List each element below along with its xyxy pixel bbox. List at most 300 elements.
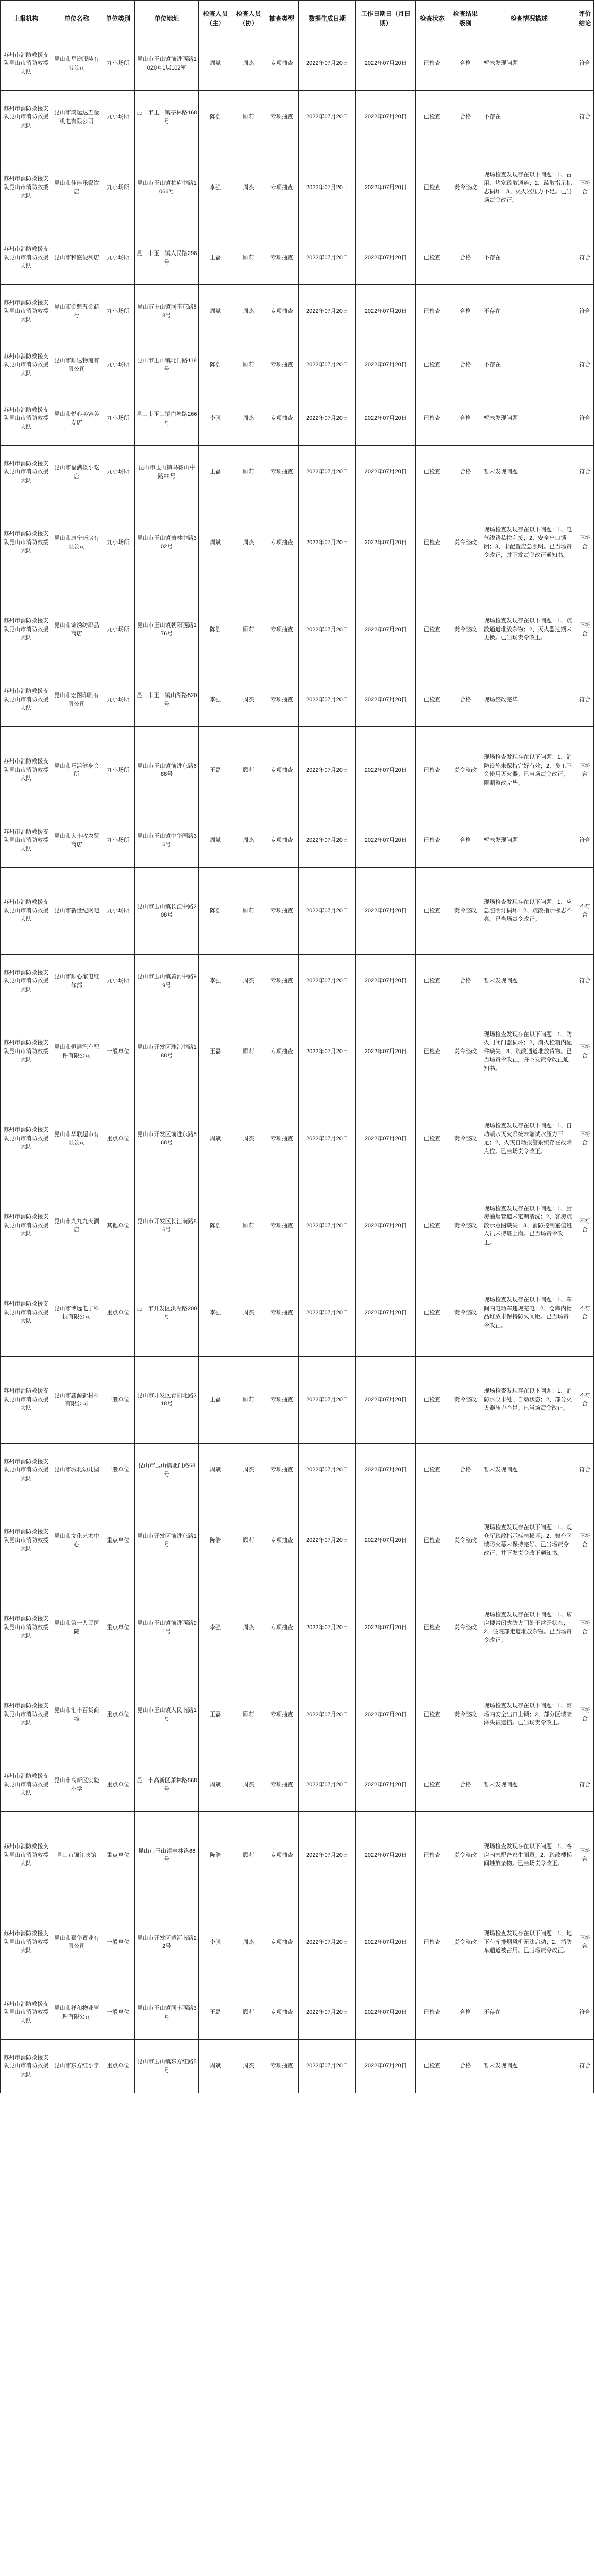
check-status-cell: 已检查 xyxy=(416,1182,449,1269)
unit-address-cell: 昆山市玉山镇人民路298号 xyxy=(134,231,199,285)
conclusion-cell: 不符合 xyxy=(576,1008,593,1095)
inspector-assist-cell: 周杰 xyxy=(232,1269,265,1357)
result-level-cell: 合格 xyxy=(449,1758,482,1812)
work-date-cell: 2022年07月20日 xyxy=(356,1269,416,1357)
inspector-main-cell: 周斌 xyxy=(199,1444,232,1497)
unit-name-cell: 昆山市锦绣纺织品商店 xyxy=(52,586,101,673)
check-type-cell: 专项抽查 xyxy=(265,1095,298,1182)
work-date-cell: 2022年07月20日 xyxy=(356,91,416,144)
header-cell: 检查状态 xyxy=(416,1,449,37)
inspector-main-cell: 王磊 xyxy=(199,1671,232,1758)
check-status-cell: 已检查 xyxy=(416,1986,449,2040)
conclusion-cell: 不符合 xyxy=(576,727,593,814)
reporting-org-cell: 苏州市消防救援支队昆山市消防救援大队 xyxy=(1,37,52,91)
inspector-main-cell: 王磊 xyxy=(199,1357,232,1444)
generated-date-cell: 2022年07月20日 xyxy=(298,1671,356,1758)
reporting-org-cell: 苏州市消防救援支队昆山市消防救援大队 xyxy=(1,338,52,392)
reporting-org-cell: 苏州市消防救援支队昆山市消防救援大队 xyxy=(1,499,52,586)
reporting-org-cell: 苏州市消防救援支队昆山市消防救援大队 xyxy=(1,1269,52,1357)
inspector-assist-cell: 顾莉 xyxy=(232,1812,265,1899)
table-row xyxy=(1,499,594,586)
conclusion-cell: 符合 xyxy=(576,231,593,285)
check-description-cell: 不存在 xyxy=(482,231,576,285)
conclusion-cell: 不符合 xyxy=(576,1095,593,1182)
generated-date-cell: 2022年07月20日 xyxy=(298,727,356,814)
unit-name-cell: 昆山市悦心美容美发店 xyxy=(52,392,101,446)
table-row xyxy=(1,91,594,144)
generated-date-cell: 2022年07月20日 xyxy=(298,338,356,392)
result-level-cell: 责令整改 xyxy=(449,499,482,586)
table-row xyxy=(1,2040,594,2093)
unit-address-cell: 昆山市玉山镇前进东路688号 xyxy=(134,727,199,814)
generated-date-cell: 2022年07月20日 xyxy=(298,955,356,1008)
work-date-cell: 2022年07月20日 xyxy=(356,2040,416,2093)
header-cell: 单位名称 xyxy=(52,1,101,37)
check-description-cell: 现场检查发现存在以下问题：1、病房楼常闭式防火门处于常开状态；2、住院部走道堆放杂物。已当场责令改正。 xyxy=(482,1584,576,1671)
work-date-cell: 2022年07月20日 xyxy=(356,338,416,392)
unit-type-cell: 重点单位 xyxy=(101,1671,134,1758)
table-row xyxy=(1,727,594,814)
inspector-main-cell: 周斌 xyxy=(199,814,232,868)
unit-name-cell: 昆山市锦江宾馆 xyxy=(52,1812,101,1899)
table-row xyxy=(1,1444,594,1497)
reporting-org-cell: 苏州市消防救援支队昆山市消防救援大队 xyxy=(1,673,52,727)
inspector-main-cell: 陈浩 xyxy=(199,338,232,392)
generated-date-cell: 2022年07月20日 xyxy=(298,37,356,91)
header-cell: 数据生成日期 xyxy=(298,1,356,37)
generated-date-cell: 2022年07月20日 xyxy=(298,1444,356,1497)
inspector-main-cell: 周斌 xyxy=(199,285,232,338)
unit-type-cell: 九小场所 xyxy=(101,446,134,499)
unit-name-cell: 昆山市鑫源新材料有限公司 xyxy=(52,1357,101,1444)
inspector-assist-cell: 周杰 xyxy=(232,144,265,231)
inspector-assist-cell: 周杰 xyxy=(232,1444,265,1497)
check-type-cell: 专项抽查 xyxy=(265,338,298,392)
table-row xyxy=(1,1497,594,1584)
check-type-cell: 专项抽查 xyxy=(265,499,298,586)
result-level-cell: 合格 xyxy=(449,91,482,144)
check-status-cell: 已检查 xyxy=(416,144,449,231)
table-row xyxy=(1,1812,594,1899)
reporting-org-cell: 苏州市消防救援支队昆山市消防救援大队 xyxy=(1,1899,52,1986)
generated-date-cell: 2022年07月20日 xyxy=(298,586,356,673)
unit-address-cell: 昆山市玉山镇长江中路208号 xyxy=(134,868,199,955)
check-description-cell: 现场检查发现存在以下问题：1、防火门闭门器损坏；2、消火栓箱内配件缺失；3、疏散通道堆放货物。已当场责令改正，并下发责令改正通知书。 xyxy=(482,1008,576,1095)
header-cell: 检查人员（主） xyxy=(199,1,232,37)
check-status-cell: 已检查 xyxy=(416,392,449,446)
result-level-cell: 责令整改 xyxy=(449,1182,482,1269)
check-type-cell: 专项抽查 xyxy=(265,955,298,1008)
check-type-cell: 专项抽查 xyxy=(265,673,298,727)
check-status-cell: 已检查 xyxy=(416,673,449,727)
unit-name-cell: 昆山市祥和物业管理有限公司 xyxy=(52,1986,101,2040)
table-row xyxy=(1,1758,594,1812)
inspector-main-cell: 李强 xyxy=(199,392,232,446)
generated-date-cell: 2022年07月20日 xyxy=(298,1095,356,1182)
conclusion-cell: 符合 xyxy=(576,1758,593,1812)
unit-type-cell: 重点单位 xyxy=(101,1758,134,1812)
reporting-org-cell: 苏州市消防救援支队昆山市消防救援大队 xyxy=(1,1986,52,2040)
check-type-cell: 专项抽查 xyxy=(265,1182,298,1269)
work-date-cell: 2022年07月20日 xyxy=(356,392,416,446)
generated-date-cell: 2022年07月20日 xyxy=(298,1758,356,1812)
check-description-cell: 现场检查发现存在以下问题：1、消防水泵未处于自动状态；2、部分灭火器压力不足。已当场责令改正。 xyxy=(482,1357,576,1444)
table-row xyxy=(1,446,594,499)
unit-type-cell: 一般单位 xyxy=(101,1899,134,1986)
unit-name-cell: 昆山市佳佳乐餐饮店 xyxy=(52,144,101,231)
work-date-cell: 2022年07月20日 xyxy=(356,814,416,868)
inspector-assist-cell: 顾莉 xyxy=(232,231,265,285)
inspector-assist-cell: 周杰 xyxy=(232,499,265,586)
unit-address-cell: 昆山市玉山镇北门路68号 xyxy=(134,1444,199,1497)
reporting-org-cell: 苏州市消防救援支队昆山市消防救援大队 xyxy=(1,2040,52,2093)
unit-type-cell: 重点单位 xyxy=(101,1095,134,1182)
table-row xyxy=(1,1269,594,1357)
inspector-main-cell: 陈浩 xyxy=(199,586,232,673)
work-date-cell: 2022年07月20日 xyxy=(356,868,416,955)
work-date-cell: 2022年07月20日 xyxy=(356,673,416,727)
check-description-cell: 现场检查发现存在以下问题：1、地下车库排烟风机无法启动；2、消防车通道被占用。已当场责令改正。 xyxy=(482,1899,576,1986)
result-level-cell: 责令整改 xyxy=(449,1671,482,1758)
result-level-cell: 合格 xyxy=(449,285,482,338)
check-status-cell: 已检查 xyxy=(416,1269,449,1357)
unit-name-cell: 昆山市金鼎五金商行 xyxy=(52,285,101,338)
table-row xyxy=(1,231,594,285)
inspector-main-cell: 李强 xyxy=(199,144,232,231)
inspector-assist-cell: 周杰 xyxy=(232,37,265,91)
unit-name-cell: 昆山市鸿运达五金机电有限公司 xyxy=(52,91,101,144)
work-date-cell: 2022年07月20日 xyxy=(356,1444,416,1497)
generated-date-cell: 2022年07月20日 xyxy=(298,144,356,231)
result-level-cell: 责令整改 xyxy=(449,868,482,955)
conclusion-cell: 不符合 xyxy=(576,1357,593,1444)
check-type-cell: 专项抽查 xyxy=(265,1008,298,1095)
result-level-cell: 合格 xyxy=(449,37,482,91)
unit-type-cell: 九小场所 xyxy=(101,586,134,673)
check-status-cell: 已检查 xyxy=(416,91,449,144)
table-row xyxy=(1,1584,594,1671)
header-cell: 检查结果级别 xyxy=(449,1,482,37)
unit-name-cell: 昆山市九九九大酒店 xyxy=(52,1182,101,1269)
conclusion-cell: 不符合 xyxy=(576,1899,593,1986)
unit-type-cell: 重点单位 xyxy=(101,1269,134,1357)
result-level-cell: 责令整改 xyxy=(449,1269,482,1357)
result-level-cell: 责令整改 xyxy=(449,1008,482,1095)
check-type-cell: 专项抽查 xyxy=(265,1269,298,1357)
check-status-cell: 已检查 xyxy=(416,586,449,673)
check-description-cell: 现场检查发现存在以下问题：1、应急照明灯损坏；2、疏散指示标志不亮。已当场责令改正。 xyxy=(482,868,576,955)
conclusion-cell: 不符合 xyxy=(576,868,593,955)
inspector-main-cell: 王磊 xyxy=(199,1986,232,2040)
unit-address-cell: 昆山市玉山镇东方红路5号 xyxy=(134,2040,199,2093)
unit-name-cell: 昆山市星途服装有限公司 xyxy=(52,37,101,91)
table-row xyxy=(1,285,594,338)
table-row xyxy=(1,1986,594,2040)
unit-address-cell: 昆山市玉山镇人民南路1号 xyxy=(134,1671,199,1758)
check-type-cell: 专项抽查 xyxy=(265,1812,298,1899)
unit-type-cell: 九小场所 xyxy=(101,392,134,446)
header-cell: 评价结论 xyxy=(576,1,593,37)
generated-date-cell: 2022年07月20日 xyxy=(298,1357,356,1444)
work-date-cell: 2022年07月20日 xyxy=(356,446,416,499)
table-row xyxy=(1,1671,594,1758)
result-level-cell: 合格 xyxy=(449,392,482,446)
generated-date-cell: 2022年07月20日 xyxy=(298,1812,356,1899)
work-date-cell: 2022年07月20日 xyxy=(356,1812,416,1899)
inspector-main-cell: 周斌 xyxy=(199,1758,232,1812)
work-date-cell: 2022年07月20日 xyxy=(356,1095,416,1182)
check-type-cell: 专项抽查 xyxy=(265,727,298,814)
unit-type-cell: 九小场所 xyxy=(101,814,134,868)
inspector-main-cell: 陈浩 xyxy=(199,1497,232,1584)
reporting-org-cell: 苏州市消防救援支队昆山市消防救援大队 xyxy=(1,392,52,446)
unit-address-cell: 昆山市开发区青阳北路318号 xyxy=(134,1357,199,1444)
conclusion-cell: 符合 xyxy=(576,338,593,392)
check-description-cell: 暂未发现问题 xyxy=(482,1444,576,1497)
generated-date-cell: 2022年07月20日 xyxy=(298,231,356,285)
check-description-cell: 不存在 xyxy=(482,91,576,144)
table-row xyxy=(1,673,594,727)
generated-date-cell: 2022年07月20日 xyxy=(298,499,356,586)
check-description-cell: 暂未发现问题 xyxy=(482,2040,576,2093)
unit-address-cell: 昆山市开发区长江南路86号 xyxy=(134,1182,199,1269)
reporting-org-cell: 苏州市消防救援支队昆山市消防救援大队 xyxy=(1,1182,52,1269)
conclusion-cell: 符合 xyxy=(576,37,593,91)
inspector-assist-cell: 顾莉 xyxy=(232,1008,265,1095)
unit-address-cell: 昆山市玉山镇马鞍山中路88号 xyxy=(134,446,199,499)
check-description-cell: 现场检查发现存在以下问题：1、自动喷水灭火系统末端试水压力不足；2、火灾自动报警系统存在故障点位。已当场责令改正。 xyxy=(482,1095,576,1182)
unit-name-cell: 昆山市城北幼儿园 xyxy=(52,1444,101,1497)
check-status-cell: 已检查 xyxy=(416,868,449,955)
table-row xyxy=(1,1095,594,1182)
unit-name-cell: 昆山市大丰收农贸商店 xyxy=(52,814,101,868)
work-date-cell: 2022年07月20日 xyxy=(356,1357,416,1444)
check-type-cell: 专项抽查 xyxy=(265,1986,298,2040)
inspector-main-cell: 王磊 xyxy=(199,446,232,499)
unit-name-cell: 昆山市文化艺术中心 xyxy=(52,1497,101,1584)
unit-address-cell: 昆山市玉山镇山湖路520号 xyxy=(134,673,199,727)
result-level-cell: 合格 xyxy=(449,814,482,868)
unit-type-cell: 九小场所 xyxy=(101,285,134,338)
table-row xyxy=(1,586,594,673)
generated-date-cell: 2022年07月20日 xyxy=(298,2040,356,2093)
check-description-cell: 现场检查发现存在以下问题：1、厨房油烟管道未定期清洗；2、客房疏散示意图缺失；3、消防控制室值班人员未持证上岗。已当场责令改正。 xyxy=(482,1182,576,1269)
check-type-cell: 专项抽查 xyxy=(265,91,298,144)
unit-type-cell: 九小场所 xyxy=(101,231,134,285)
inspector-main-cell: 陈浩 xyxy=(199,1182,232,1269)
check-type-cell: 专项抽查 xyxy=(265,1357,298,1444)
work-date-cell: 2022年07月20日 xyxy=(356,37,416,91)
work-date-cell: 2022年07月20日 xyxy=(356,1182,416,1269)
check-description-cell: 现场整改完毕 xyxy=(482,673,576,727)
unit-address-cell: 昆山市开发区珠江中路188号 xyxy=(134,1008,199,1095)
inspector-assist-cell: 顾莉 xyxy=(232,91,265,144)
check-type-cell: 专项抽查 xyxy=(265,1497,298,1584)
unit-type-cell: 其他单位 xyxy=(101,1182,134,1269)
inspector-assist-cell: 周杰 xyxy=(232,1758,265,1812)
check-status-cell: 已检查 xyxy=(416,1497,449,1584)
check-status-cell: 已检查 xyxy=(416,1812,449,1899)
table-row xyxy=(1,1182,594,1269)
unit-type-cell: 重点单位 xyxy=(101,1584,134,1671)
conclusion-cell: 符合 xyxy=(576,1986,593,2040)
inspector-main-cell: 陈浩 xyxy=(199,868,232,955)
check-status-cell: 已检查 xyxy=(416,1671,449,1758)
reporting-org-cell: 苏州市消防救援支队昆山市消防救援大队 xyxy=(1,231,52,285)
unit-type-cell: 一般单位 xyxy=(101,1986,134,2040)
work-date-cell: 2022年07月20日 xyxy=(356,1758,416,1812)
check-type-cell: 专项抽查 xyxy=(265,2040,298,2093)
table-row xyxy=(1,955,594,1008)
unit-address-cell: 昆山市高新区萧林路568号 xyxy=(134,1758,199,1812)
inspector-main-cell: 陈浩 xyxy=(199,91,232,144)
unit-type-cell: 一般单位 xyxy=(101,1008,134,1095)
inspector-assist-cell: 周杰 xyxy=(232,673,265,727)
inspector-assist-cell: 顾莉 xyxy=(232,446,265,499)
generated-date-cell: 2022年07月20日 xyxy=(298,868,356,955)
result-level-cell: 合格 xyxy=(449,446,482,499)
unit-type-cell: 重点单位 xyxy=(101,1497,134,1584)
check-status-cell: 已检查 xyxy=(416,1444,449,1497)
reporting-org-cell: 苏州市消防救援支队昆山市消防救援大队 xyxy=(1,285,52,338)
header-row xyxy=(1,1,594,37)
unit-address-cell: 昆山市玉山镇亭林路168号 xyxy=(134,91,199,144)
unit-name-cell: 昆山市第一人民医院 xyxy=(52,1584,101,1671)
check-description-cell: 现场检查发现存在以下问题：1、占用、堵塞疏散通道；2、疏散指示标志损坏；3、灭火器压力不足。已当场责令改正。 xyxy=(482,144,576,231)
table-row xyxy=(1,868,594,955)
unit-name-cell: 昆山市福满楼小吃店 xyxy=(52,446,101,499)
check-description-cell: 现场检查发现存在以下问题：1、电气线路私拉乱接；2、安全出口锁闭；3、未配置应急照明。已当场责令改正，并下发责令改正通知书。 xyxy=(482,499,576,586)
conclusion-cell: 符合 xyxy=(576,673,593,727)
check-description-cell: 现场检查发现存在以下问题：1、观众厅疏散指示标志损坏；2、舞台区域防火幕未保持完好。已当场责令改正，并下发责令改正通知书。 xyxy=(482,1497,576,1584)
check-type-cell: 专项抽查 xyxy=(265,446,298,499)
result-level-cell: 责令整改 xyxy=(449,1357,482,1444)
work-date-cell: 2022年07月20日 xyxy=(356,586,416,673)
unit-address-cell: 昆山市玉山镇中华园路36号 xyxy=(134,814,199,868)
work-date-cell: 2022年07月20日 xyxy=(356,499,416,586)
unit-address-cell: 昆山市玉山镇柏庐中路1066号 xyxy=(134,144,199,231)
work-date-cell: 2022年07月20日 xyxy=(356,727,416,814)
check-status-cell: 已检查 xyxy=(416,1357,449,1444)
check-type-cell: 专项抽查 xyxy=(265,1758,298,1812)
inspector-assist-cell: 顾莉 xyxy=(232,586,265,673)
header-cell: 检查情况描述 xyxy=(482,1,576,37)
conclusion-cell: 符合 xyxy=(576,446,593,499)
unit-address-cell: 昆山市玉山镇前进西路1020号1层102室 xyxy=(134,37,199,91)
inspector-assist-cell: 周杰 xyxy=(232,814,265,868)
unit-name-cell: 昆山市宏图印刷有限公司 xyxy=(52,673,101,727)
inspector-assist-cell: 周杰 xyxy=(232,1584,265,1671)
check-status-cell: 已检查 xyxy=(416,446,449,499)
result-level-cell: 合格 xyxy=(449,2040,482,2093)
inspector-main-cell: 王磊 xyxy=(199,727,232,814)
unit-address-cell: 昆山市玉山镇白塘路266号 xyxy=(134,392,199,446)
table-header xyxy=(1,1,594,37)
check-type-cell: 专项抽查 xyxy=(265,1444,298,1497)
reporting-org-cell: 苏州市消防救援支队昆山市消防救援大队 xyxy=(1,144,52,231)
reporting-org-cell: 苏州市消防救援支队昆山市消防救援大队 xyxy=(1,586,52,673)
unit-address-cell: 昆山市玉山镇同丰西路3号 xyxy=(134,1986,199,2040)
work-date-cell: 2022年07月20日 xyxy=(356,1671,416,1758)
unit-type-cell: 九小场所 xyxy=(101,144,134,231)
conclusion-cell: 不符合 xyxy=(576,1182,593,1269)
reporting-org-cell: 苏州市消防救援支队昆山市消防救援大队 xyxy=(1,1008,52,1095)
work-date-cell: 2022年07月20日 xyxy=(356,1986,416,2040)
work-date-cell: 2022年07月20日 xyxy=(356,144,416,231)
table-row xyxy=(1,1357,594,1444)
check-status-cell: 已检查 xyxy=(416,338,449,392)
result-level-cell: 合格 xyxy=(449,338,482,392)
check-description-cell: 现场检查发现存在以下问题：1、消防设施未保持完好有效；2、员工不会使用灭火器。已当场责令改正，限期整改完毕。 xyxy=(482,727,576,814)
inspector-assist-cell: 周杰 xyxy=(232,392,265,446)
unit-address-cell: 昆山市开发区黄河南路22号 xyxy=(134,1899,199,1986)
unit-name-cell: 昆山市恒通汽车配件有限公司 xyxy=(52,1008,101,1095)
result-level-cell: 责令整改 xyxy=(449,727,482,814)
conclusion-cell: 符合 xyxy=(576,1444,593,1497)
unit-type-cell: 重点单位 xyxy=(101,2040,134,2093)
inspector-main-cell: 李强 xyxy=(199,1584,232,1671)
check-description-cell: 暂未发现问题 xyxy=(482,814,576,868)
inspector-main-cell: 王磊 xyxy=(199,1008,232,1095)
unit-address-cell: 昆山市玉山镇同丰东路58号 xyxy=(134,285,199,338)
result-level-cell: 责令整改 xyxy=(449,1497,482,1584)
table-row xyxy=(1,144,594,231)
check-description-cell: 现场检查发现存在以下问题：1、疏散通道堆放杂物；2、灭火器过期未更换。已当场责令改正。 xyxy=(482,586,576,673)
unit-name-cell: 昆山市康宁药房有限公司 xyxy=(52,499,101,586)
unit-address-cell: 昆山市玉山镇黄河中路99号 xyxy=(134,955,199,1008)
result-level-cell: 合格 xyxy=(449,231,482,285)
check-description-cell: 暂未发现问题 xyxy=(482,392,576,446)
generated-date-cell: 2022年07月20日 xyxy=(298,1182,356,1269)
unit-name-cell: 昆山市和盛便利店 xyxy=(52,231,101,285)
check-status-cell: 已检查 xyxy=(416,499,449,586)
inspector-main-cell: 李强 xyxy=(199,955,232,1008)
conclusion-cell: 符合 xyxy=(576,285,593,338)
inspector-main-cell: 李强 xyxy=(199,1899,232,1986)
generated-date-cell: 2022年07月20日 xyxy=(298,1497,356,1584)
check-status-cell: 已检查 xyxy=(416,2040,449,2093)
generated-date-cell: 2022年07月20日 xyxy=(298,392,356,446)
unit-type-cell: 一般单位 xyxy=(101,1444,134,1497)
inspector-main-cell: 周斌 xyxy=(199,499,232,586)
work-date-cell: 2022年07月20日 xyxy=(356,1899,416,1986)
unit-address-cell: 昆山市玉山镇前进西路91号 xyxy=(134,1584,199,1671)
unit-address-cell: 昆山市玉山镇亭林路66号 xyxy=(134,1812,199,1899)
reporting-org-cell: 苏州市消防救援支队昆山市消防救援大队 xyxy=(1,1758,52,1812)
check-type-cell: 专项抽查 xyxy=(265,1584,298,1671)
inspector-main-cell: 周斌 xyxy=(199,37,232,91)
reporting-org-cell: 苏州市消防救援支队昆山市消防救援大队 xyxy=(1,1444,52,1497)
check-type-cell: 专项抽查 xyxy=(265,37,298,91)
result-level-cell: 合格 xyxy=(449,955,482,1008)
unit-type-cell: 九小场所 xyxy=(101,868,134,955)
generated-date-cell: 2022年07月20日 xyxy=(298,1008,356,1095)
unit-name-cell: 昆山市华联超市有限公司 xyxy=(52,1095,101,1182)
conclusion-cell: 符合 xyxy=(576,392,593,446)
work-date-cell: 2022年07月20日 xyxy=(356,955,416,1008)
conclusion-cell: 符合 xyxy=(576,814,593,868)
reporting-org-cell: 苏州市消防救援支队昆山市消防救援大队 xyxy=(1,1671,52,1758)
result-level-cell: 合格 xyxy=(449,1986,482,2040)
unit-name-cell: 昆山市顺心家电维修部 xyxy=(52,955,101,1008)
inspector-main-cell: 李强 xyxy=(199,673,232,727)
check-status-cell: 已检查 xyxy=(416,955,449,1008)
work-date-cell: 2022年07月20日 xyxy=(356,1497,416,1584)
generated-date-cell: 2022年07月20日 xyxy=(298,673,356,727)
conclusion-cell: 符合 xyxy=(576,2040,593,2093)
check-type-cell: 专项抽查 xyxy=(265,1899,298,1986)
check-status-cell: 已检查 xyxy=(416,1008,449,1095)
